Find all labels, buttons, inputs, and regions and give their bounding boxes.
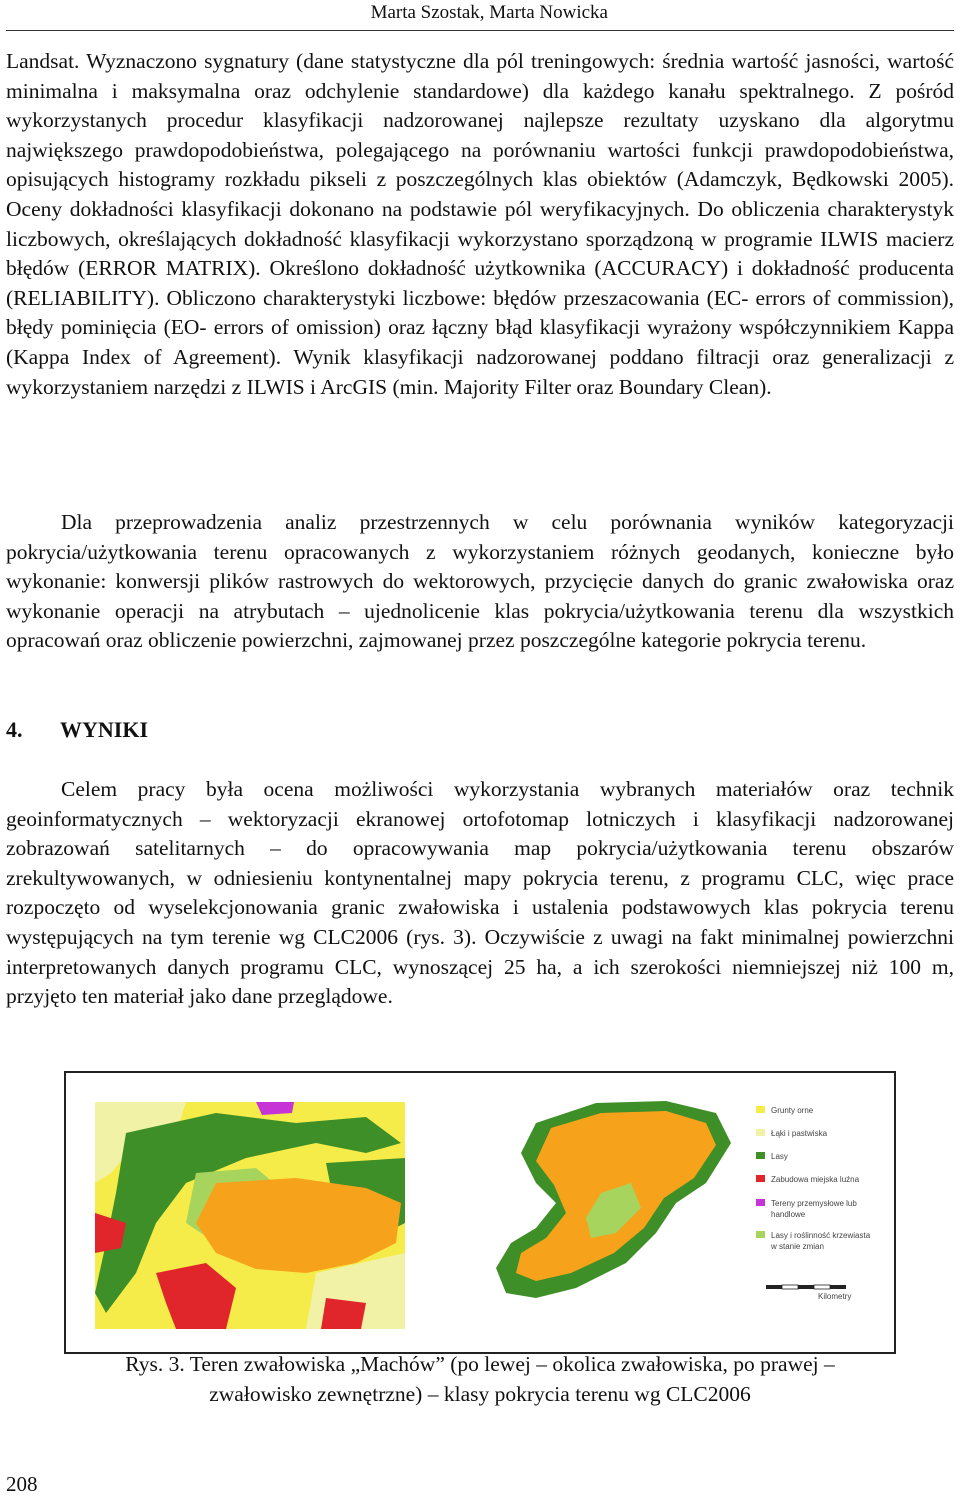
paragraph-results: Celem pracy była ocena możliwości wykorzystania wybranych materiałów oraz technik geoinformatycznych – wektoryzacji ekranowej ortofotomap lotniczych i klasyfikacji nadzorowanej zobrazowań satelitarnych – do opracowywania map pokrycia/użytkowania terenu obszarów zrekultywowanych, w odniesieniu kontynentalnej mapy pokrycia terenu, z programu CLC, więc prace rozpoczęto od wyselekcjonowania granic zwałowiska i ustalenia podstawowych klas pokrycia terenu występujących na tym terenie wg CLC2006 (rys. 3). Oczywiście z uwagi na fakt minimalnej powierzchni interpretowanych danych programu CLC, wynoszącej 25 ha, a ich szerokości niemniejszej niż 100 m, przyjęto ten materiał jako dane przeglądowe. xyxy=(6,777,954,1009)
legend-swatch-shrub xyxy=(756,1231,765,1238)
caption-line-2: zwałowisko zewnętrzne) – klasy pokrycia terenu wg CLC2006 xyxy=(209,1381,751,1406)
scale-bar xyxy=(766,1285,846,1289)
figure-caption xyxy=(40,1350,920,1409)
paragraph-spatial-analysis: Dla przeprowadzenia analiz przestrzennych w celu porównania wyników kategoryzacji pokrycia/użytkowania terenu opracowanych z wykorzystaniem różnych geodanych, konieczne było wykonanie: konwersji plików rastrowych do wektorowych, przycięcie danych do granic zwałowiska oraz wykonanie operacji na atrybutach – ujednolicenie klas pokrycia/użytkowania terenu dla wszystkich opracowań oraz obliczenie powierzchni, zajmowanej przez poszczególne kategorie pokrycia terenu. xyxy=(6,510,954,653)
legend-label-industrial: Tereny przemysłowe lub xyxy=(771,1199,857,1208)
caption-line-1: Rys. 3. Teren zwałowiska „Machów” (po lewej – okolica zwałowiska, po prawej – xyxy=(125,1352,835,1376)
section-title: WYNIKI xyxy=(60,717,149,742)
header-authors: Marta Szostak, Marta Nowicka xyxy=(370,2,608,23)
legend-label-arable: Grunty orne xyxy=(771,1106,814,1115)
legend-swatch-arable xyxy=(756,1106,765,1113)
right-map xyxy=(496,1101,731,1298)
figure-land-cover-map xyxy=(64,1071,896,1354)
legend-label-urban: Zabudowa miejska luźna xyxy=(771,1175,860,1184)
legend-swatch-meadows xyxy=(756,1129,765,1136)
legend-swatch-industrial xyxy=(756,1199,765,1206)
legend-label-forest: Lasy xyxy=(771,1152,788,1161)
left-map-urban-3 xyxy=(321,1298,366,1329)
left-map-industrial xyxy=(256,1102,294,1115)
legend-swatch-urban xyxy=(756,1175,765,1182)
legend-swatch-forest xyxy=(756,1152,765,1159)
land-cover-map-graphic xyxy=(66,1073,894,1352)
left-map xyxy=(95,1102,405,1329)
legend-label-meadows: Łąki i pastwiska xyxy=(771,1129,828,1138)
section-number: 4. xyxy=(6,717,23,742)
page-number: 208 xyxy=(6,1472,38,1496)
scale-bar-label: Kilometry xyxy=(818,1292,852,1301)
legend-label-industrial-2: handlowe xyxy=(771,1210,806,1219)
header-rule xyxy=(6,30,954,31)
legend-label-shrub-2: w stanie zmian xyxy=(771,1242,824,1251)
paragraph-methods: Landsat. Wyznaczono sygnatury (dane statystyczne dla pól treningowych: średnia wartość jasności, wartość minimalna i maksymalna oraz odchylenie standardowe) dla każdego kanału spektralnego. Z pośród wykorzystanych procedur klasyfikacji nadzorowanej najlepsze rezultaty uzyskano dla algorytmu największego prawdopodobieństwa, polegającego na porównaniu wartości funkcji prawdopodobieństwa, opisujących histogramy rozkładu pikseli z poszczególnych klas obiektów (Adamczyk, Będkowski 2005). Oceny dokładności klasyfikacji dokonano na podstawie pól weryfikacyjnych. Do obliczenia charakterystyk liczbowych, określających dokładność klasyfikacji wykorzystano sporządzoną w programie ILWIS macierz błędów (ERROR MATRIX). Określono dokładność użytkownika (ACCURACY) i dokładność producenta (RELIABILITY). Obliczono charakterystyki liczbowe: błędów przeszacowania (EC- errors of commission), błędy pominięcia (EO- errors of omission) oraz łączny błąd klasyfikacji wyrażony współczynnikiem Kappa (Kappa Index of Agreement). Wynik klasyfikacji nadzorowanej poddano filtracji oraz generalizacji z wykorzystaniem narzędzi z ILWIS i ArcGIS (min. Majority Filter oraz Boundary Clean). xyxy=(6,49,954,399)
running-header xyxy=(0,0,960,30)
section-heading xyxy=(6,717,148,743)
legend-label-shrub: Lasy i roślinność krzewiasta xyxy=(771,1231,871,1240)
map-legend xyxy=(756,1106,871,1301)
